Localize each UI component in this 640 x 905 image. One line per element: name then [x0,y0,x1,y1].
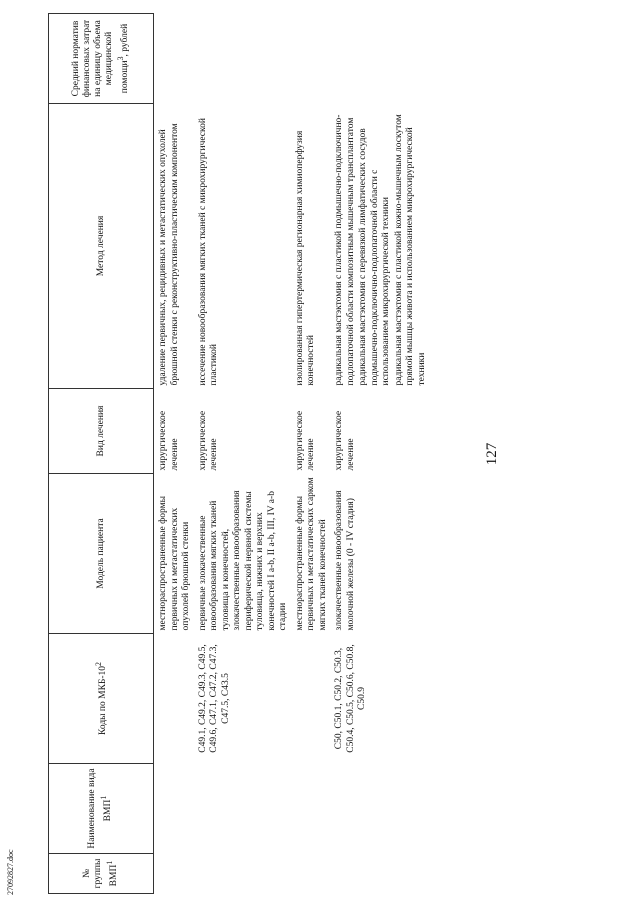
treatment-type-cell: хирургическое лечение [294,410,316,471]
icd-codes-cell [154,634,194,764]
treatment-type-cell: хирургическое лечение [334,410,356,471]
header-treatment-method: Метод лечения [49,104,154,389]
treatment-type-cell: хирургическое лечение [158,410,180,471]
table-row [291,14,331,894]
icd-codes-cell: C49.1, C49.2, C49.3, C49.5, C49.6, C47.1, C47.2, C47.3, C47.5, C43.5 [197,644,231,753]
table-row [154,14,194,894]
icd-codes-cell: C50, C50.1, C50.2, C50.3, C50.4, C50.5, C50.6, C50.8, C50.9 [334,644,367,753]
patient-model-cell: первичные злокачественные новообразования мягких тканей туловища и конечностей, злокачественные новообразования периферической нервной системы туловища, нижних и верхних конечностей I a-b, II a-b, III, IV a-b стадии [197,490,288,631]
patient-model-cell: местнораспространенные формы первичных и метастатических сарком мягких тканей конечностей [294,477,328,631]
header-vmp-name: Наименование вида ВМП$^1$ [49,764,154,854]
header-row [49,14,154,894]
document-id: 27092827.doc [6,849,15,895]
header-icd-codes: Коды по МКБ-$10^2$ [49,634,154,764]
treatment-type-cell: хирургическое лечение [197,410,219,471]
treatment-method-cell: радикальная мастэктомия с пластикой подмышечно-подключично-подлопаточной области композитным мышечным трансплантатом радикальная мастэктомия с перевязкой лимфатических сосудов подмышечно-подключично-подлопаточной области с использованием микрохирургической техники радикальная мастэктомия с пластикой кожно-мышечным лоскутом прямой мышцы живота и использованием микрохирургической техники [334,114,427,386]
table-row [194,14,291,894]
vmp-table [48,13,430,894]
rotated-page [48,14,568,894]
header-group-no: № группы ВМП$^1$ [49,854,154,894]
patient-model-cell: злокачественные новообразования молочной железы (0 - IV стадия) [334,490,356,631]
icd-codes-cell [291,634,331,764]
treatment-method-cell: иссечение новообразования мягких тканей с микрохирургической пластикой [197,118,219,386]
patient-model-cell: местнораспространенные формы первичных и метастатических опухолей брюшной стенки [158,496,191,631]
header-treatment-type: Вид лечения [49,389,154,474]
header-avg-cost: Средний норматив финансовых затрат на единицу объема медицинской помощи$^3$, рублей [49,14,154,104]
header-patient-model: Модель пациента [49,474,154,634]
table-row [330,14,430,894]
treatment-method-cell: изолированная гипертермическая регионарная химиоперфузия конечностей [294,130,316,386]
page-number: 127 [484,442,500,466]
treatment-method-cell: удаление первичных, рецидивных и метастатических опухолей брюшной стенки с реконструктивно-пластическим компонентом [158,123,180,386]
